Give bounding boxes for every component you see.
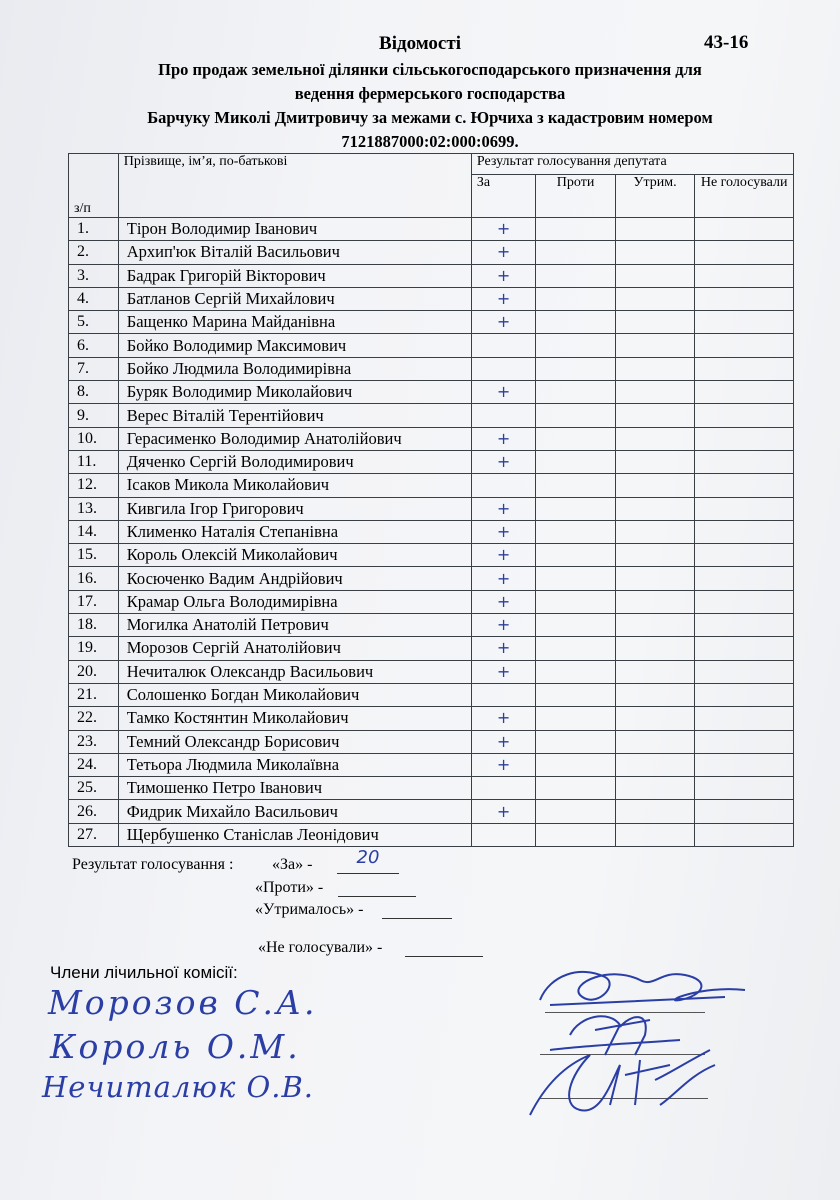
vote-table bbox=[68, 153, 794, 847]
vote-za-mark: + bbox=[471, 544, 535, 567]
za-value: 20 bbox=[356, 847, 380, 868]
vote-utrym-cell bbox=[615, 311, 695, 334]
vote-ne-cell bbox=[695, 427, 794, 450]
vote-utrym-cell bbox=[615, 660, 695, 683]
vote-za-mark: + bbox=[471, 753, 535, 776]
row-number: 25. bbox=[69, 777, 119, 800]
commission-member-2: Король О.М. bbox=[50, 1027, 301, 1066]
row-number: 15. bbox=[69, 544, 119, 567]
vote-utrym-cell bbox=[615, 567, 695, 590]
vote-ne-cell bbox=[695, 544, 794, 567]
table-row bbox=[69, 334, 794, 357]
vote-utrym-cell bbox=[615, 404, 695, 427]
vote-utrym-cell bbox=[615, 427, 695, 450]
vote-proty-cell bbox=[536, 404, 615, 427]
deputy-name: Верес Віталій Терентійович bbox=[118, 404, 471, 427]
vote-za-mark bbox=[471, 823, 535, 846]
deputy-name: Герасименко Володимир Анатолійович bbox=[118, 427, 471, 450]
vote-za-mark: + bbox=[471, 427, 535, 450]
vote-proty-cell bbox=[536, 287, 615, 310]
vote-za-mark: + bbox=[471, 311, 535, 334]
table-row bbox=[69, 567, 794, 590]
table-row bbox=[69, 683, 794, 706]
deputy-name: Солошенко Богдан Миколайович bbox=[118, 683, 471, 706]
vote-utrym-cell bbox=[615, 544, 695, 567]
ne-golosuvaly-blank bbox=[405, 939, 483, 957]
header-vote-result: Результат голосування депутата bbox=[471, 154, 793, 175]
vote-proty-cell bbox=[536, 590, 615, 613]
vote-ne-cell bbox=[695, 404, 794, 427]
vote-proty-cell bbox=[536, 381, 615, 404]
vote-utrym-cell bbox=[615, 474, 695, 497]
deputy-name: Нечиталюк Олександр Васильович bbox=[118, 660, 471, 683]
results-label: Результат голосування : bbox=[72, 856, 234, 873]
vote-za-mark bbox=[471, 357, 535, 380]
vote-utrym-cell bbox=[615, 637, 695, 660]
deputy-name: Дяченко Сергій Володимирович bbox=[118, 450, 471, 473]
vote-za-mark: + bbox=[471, 637, 535, 660]
vote-ne-cell bbox=[695, 660, 794, 683]
vote-za-mark: + bbox=[471, 450, 535, 473]
vote-proty-cell bbox=[536, 264, 615, 287]
vote-utrym-cell bbox=[615, 497, 695, 520]
row-number: 9. bbox=[69, 404, 119, 427]
vote-ne-cell bbox=[695, 264, 794, 287]
vote-ne-cell bbox=[695, 823, 794, 846]
table-row bbox=[69, 660, 794, 683]
header-ne-golosuvaly: Не голосували bbox=[695, 175, 794, 218]
deputy-name: Косюченко Вадим Андрійович bbox=[118, 567, 471, 590]
deputy-name: Тимошенко Петро Іванович bbox=[118, 777, 471, 800]
deputy-name: Крамар Ольга Володимирівна bbox=[118, 590, 471, 613]
vote-proty-cell bbox=[536, 544, 615, 567]
signature-1-mark bbox=[540, 972, 745, 1005]
deputy-name: Бойко Володимир Максимович bbox=[118, 334, 471, 357]
table-row bbox=[69, 241, 794, 264]
vote-ne-cell bbox=[695, 450, 794, 473]
vote-ne-cell bbox=[695, 614, 794, 637]
vote-utrym-cell bbox=[615, 218, 695, 241]
commission-member-3: Нечиталюк О.В. bbox=[42, 1070, 315, 1104]
deputy-name: Кивгила Ігор Григорович bbox=[118, 497, 471, 520]
vote-ne-cell bbox=[695, 381, 794, 404]
vote-ne-cell bbox=[695, 777, 794, 800]
vote-ne-cell bbox=[695, 218, 794, 241]
deputy-name: Темний Олександр Борисович bbox=[118, 730, 471, 753]
table-row bbox=[69, 707, 794, 730]
vote-proty-cell bbox=[536, 567, 615, 590]
vote-za-mark bbox=[471, 683, 535, 706]
row-number: 4. bbox=[69, 287, 119, 310]
vote-utrym-cell bbox=[615, 614, 695, 637]
table-row bbox=[69, 823, 794, 846]
vote-ne-cell bbox=[695, 357, 794, 380]
vote-utrym-cell bbox=[615, 730, 695, 753]
vote-proty-cell bbox=[536, 497, 615, 520]
row-number: 5. bbox=[69, 311, 119, 334]
deputy-name: Бойко Людмила Володимирівна bbox=[118, 357, 471, 380]
vote-utrym-cell bbox=[615, 241, 695, 264]
table-row bbox=[69, 520, 794, 543]
vote-proty-cell bbox=[536, 753, 615, 776]
row-number: 12. bbox=[69, 474, 119, 497]
vote-proty-cell bbox=[536, 218, 615, 241]
vote-proty-cell bbox=[536, 241, 615, 264]
row-number: 17. bbox=[69, 590, 119, 613]
vote-proty-cell bbox=[536, 311, 615, 334]
vote-za-mark: + bbox=[471, 241, 535, 264]
signature-3-mark bbox=[530, 1050, 715, 1115]
vote-ne-cell bbox=[695, 334, 794, 357]
vote-utrym-cell bbox=[615, 590, 695, 613]
vote-utrym-cell bbox=[615, 707, 695, 730]
deputy-name: Фидрик Михайло Васильович bbox=[118, 800, 471, 823]
vote-ne-cell bbox=[695, 474, 794, 497]
row-number: 26. bbox=[69, 800, 119, 823]
table-row bbox=[69, 218, 794, 241]
row-number: 19. bbox=[69, 637, 119, 660]
vote-utrym-cell bbox=[615, 381, 695, 404]
vote-ne-cell bbox=[695, 241, 794, 264]
vote-za-mark: + bbox=[471, 660, 535, 683]
vote-za-mark: + bbox=[471, 264, 535, 287]
table-row bbox=[69, 381, 794, 404]
vote-za-mark: + bbox=[471, 707, 535, 730]
proty-blank bbox=[338, 879, 416, 897]
deputy-name: Тірон Володимир Іванович bbox=[118, 218, 471, 241]
row-number: 21. bbox=[69, 683, 119, 706]
deputy-name: Щербушенко Станіслав Леонідович bbox=[118, 823, 471, 846]
vote-za-mark: + bbox=[471, 497, 535, 520]
vote-proty-cell bbox=[536, 800, 615, 823]
vote-proty-cell bbox=[536, 450, 615, 473]
deputy-name: Буряк Володимир Миколайович bbox=[118, 381, 471, 404]
vote-utrym-cell bbox=[615, 520, 695, 543]
vote-proty-cell bbox=[536, 357, 615, 380]
vote-utrym-cell bbox=[615, 823, 695, 846]
row-number: 11. bbox=[69, 450, 119, 473]
vote-ne-cell bbox=[695, 287, 794, 310]
table-row bbox=[69, 450, 794, 473]
row-number: 7. bbox=[69, 357, 119, 380]
table-row bbox=[69, 614, 794, 637]
table-row bbox=[69, 590, 794, 613]
table-row bbox=[69, 474, 794, 497]
vote-za-mark: + bbox=[471, 614, 535, 637]
za-label: «За» - bbox=[272, 856, 313, 873]
subtitle-line-4: 7121887000:02:000:0699. bbox=[341, 132, 519, 151]
table-row bbox=[69, 311, 794, 334]
row-number: 22. bbox=[69, 707, 119, 730]
table-row bbox=[69, 497, 794, 520]
deputy-name: Бащенко Марина Майданівна bbox=[118, 311, 471, 334]
vote-ne-cell bbox=[695, 683, 794, 706]
vote-ne-cell bbox=[695, 567, 794, 590]
vote-za-mark: + bbox=[471, 567, 535, 590]
table-body bbox=[69, 218, 794, 847]
row-number: 24. bbox=[69, 753, 119, 776]
document-title: Відомості bbox=[379, 33, 461, 54]
deputy-name: Ісаков Микола Миколайович bbox=[118, 474, 471, 497]
header-number: з/п bbox=[69, 154, 119, 218]
deputy-name: Тамко Костянтин Миколайович bbox=[118, 707, 471, 730]
vote-za-mark: + bbox=[471, 520, 535, 543]
vote-ne-cell bbox=[695, 800, 794, 823]
vote-proty-cell bbox=[536, 660, 615, 683]
vote-proty-cell bbox=[536, 427, 615, 450]
row-number: 23. bbox=[69, 730, 119, 753]
row-number: 13. bbox=[69, 497, 119, 520]
vote-proty-cell bbox=[536, 730, 615, 753]
vote-utrym-cell bbox=[615, 357, 695, 380]
vote-proty-cell bbox=[536, 474, 615, 497]
vote-ne-cell bbox=[695, 497, 794, 520]
table-row bbox=[69, 544, 794, 567]
handwritten-signatures bbox=[510, 955, 770, 1125]
signature-2-mark bbox=[550, 1016, 680, 1055]
table-row bbox=[69, 730, 794, 753]
table-row bbox=[69, 287, 794, 310]
vote-utrym-cell bbox=[615, 800, 695, 823]
vote-ne-cell bbox=[695, 730, 794, 753]
vote-utrym-cell bbox=[615, 683, 695, 706]
table-row bbox=[69, 404, 794, 427]
deputy-name: Морозов Сергій Анатолійович bbox=[118, 637, 471, 660]
deputy-name: Бадрак Григорій Вікторович bbox=[118, 264, 471, 287]
subtitle-line-1: Про продаж земельної ділянки сільськогосподарського призначення для bbox=[158, 60, 702, 79]
row-number: 14. bbox=[69, 520, 119, 543]
header-proty: Проти bbox=[536, 175, 615, 218]
vote-utrym-cell bbox=[615, 450, 695, 473]
header-za: За bbox=[471, 175, 535, 218]
document-number: 43-16 bbox=[704, 32, 749, 53]
vote-proty-cell bbox=[536, 637, 615, 660]
vote-za-mark: + bbox=[471, 800, 535, 823]
row-number: 2. bbox=[69, 241, 119, 264]
table-row bbox=[69, 753, 794, 776]
vote-za-mark: + bbox=[471, 590, 535, 613]
deputy-name: Клименко Наталія Степанівна bbox=[118, 520, 471, 543]
vote-ne-cell bbox=[695, 520, 794, 543]
row-number: 8. bbox=[69, 381, 119, 404]
vote-proty-cell bbox=[536, 614, 615, 637]
commission-label: Члени лічильної комісії: bbox=[50, 963, 238, 982]
row-number: 6. bbox=[69, 334, 119, 357]
vote-ne-cell bbox=[695, 753, 794, 776]
row-number: 3. bbox=[69, 264, 119, 287]
proty-label: «Проти» - bbox=[255, 879, 324, 896]
ne-golosuvaly-label: «Не голосували» - bbox=[258, 939, 383, 956]
row-number: 18. bbox=[69, 614, 119, 637]
deputy-name: Батланов Сергій Михайлович bbox=[118, 287, 471, 310]
deputy-name: Тетьора Людмила Миколаївна bbox=[118, 753, 471, 776]
table-row bbox=[69, 800, 794, 823]
header-name: Прізвище, ім’я, по-батькові bbox=[118, 154, 471, 218]
utrymalos-label: «Утрималось» - bbox=[255, 901, 364, 918]
vote-ne-cell bbox=[695, 590, 794, 613]
vote-proty-cell bbox=[536, 520, 615, 543]
subtitle-line-3: Барчуку Миколі Дмитровичу за межами с. Юрчиха з кадастровим номером bbox=[147, 108, 713, 127]
vote-utrym-cell bbox=[615, 777, 695, 800]
row-number: 16. bbox=[69, 567, 119, 590]
vote-za-mark: + bbox=[471, 730, 535, 753]
header-utrym: Утрим. bbox=[615, 175, 695, 218]
vote-proty-cell bbox=[536, 334, 615, 357]
subtitle-line-2: ведення фермерського господарства bbox=[294, 84, 566, 103]
vote-za-mark bbox=[471, 404, 535, 427]
row-number: 1. bbox=[69, 218, 119, 241]
vote-za-mark: + bbox=[471, 381, 535, 404]
vote-za-mark: + bbox=[471, 218, 535, 241]
utrymalos-blank bbox=[382, 901, 452, 919]
vote-utrym-cell bbox=[615, 287, 695, 310]
vote-ne-cell bbox=[695, 311, 794, 334]
vote-za-mark bbox=[471, 474, 535, 497]
table-row bbox=[69, 637, 794, 660]
row-number: 27. bbox=[69, 823, 119, 846]
vote-proty-cell bbox=[536, 777, 615, 800]
table-row bbox=[69, 357, 794, 380]
row-number: 10. bbox=[69, 427, 119, 450]
table-row bbox=[69, 777, 794, 800]
vote-proty-cell bbox=[536, 823, 615, 846]
vote-za-mark bbox=[471, 334, 535, 357]
vote-utrym-cell bbox=[615, 264, 695, 287]
deputy-name: Король Олексій Миколайович bbox=[118, 544, 471, 567]
commission-member-1: Морозов С.А. bbox=[48, 983, 318, 1022]
table-row bbox=[69, 427, 794, 450]
vote-utrym-cell bbox=[615, 753, 695, 776]
vote-ne-cell bbox=[695, 707, 794, 730]
vote-za-mark: + bbox=[471, 287, 535, 310]
row-number: 20. bbox=[69, 660, 119, 683]
table-row bbox=[69, 264, 794, 287]
vote-za-mark bbox=[471, 777, 535, 800]
vote-proty-cell bbox=[536, 683, 615, 706]
vote-utrym-cell bbox=[615, 334, 695, 357]
deputy-name: Могилка Анатолій Петрович bbox=[118, 614, 471, 637]
vote-ne-cell bbox=[695, 637, 794, 660]
vote-proty-cell bbox=[536, 707, 615, 730]
deputy-name: Архип'юк Віталій Васильович bbox=[118, 241, 471, 264]
